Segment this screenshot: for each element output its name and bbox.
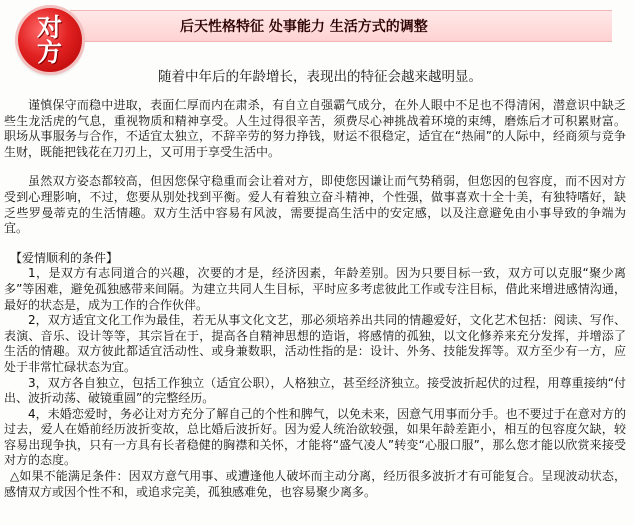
section-heading: 【爱情顺利的条件】 xyxy=(10,250,119,265)
paragraph-1: 谨慎保守而稳中进取，表面仁厚而内在肃杀，有自立自强霸气成分，在外人眼中不足也不得清闲，潜意识中缺乏些生龙活虎的气息，重视物质和精神享受。人生过得很辛苦，须费尽心神挑战着环境的束缚，磨炼后才可积累财富。职场从事服务与合作，不适宜太独立，不辞辛劳的努力挣钱，财运不很稳定，适宜在“热闹”的人际中，经商须与竞争生财，既能把钱花在刀刃上，又可用于享受生活中。 xyxy=(4,98,626,159)
subtitle: 随着中年后的年龄增长，表现出的特征会越来越明显。 xyxy=(158,69,482,85)
badge-char-1: 对 xyxy=(36,13,63,42)
condition-4: 4，未婚恋爱时，务必让对方充分了解自己的个性和脾气，以免未来，因意气用事而分手。也不要过于在意对方的过去，爱人在婚前经历波折变故，总比婚后波折好。因为爱人统治欲较强，如果年龄差距小，相互的包容度欠缺，较容易出现争执，只有一方具有长者稳健的胸襟和关怀，才能将“盛气凌人”转变“心服口服”，那么您才能以欣赏来接受对方的态度。 xyxy=(4,406,626,468)
paragraph-2: 虽然双方姿态都较高，但因您保守稳重而会让着对方，即使您因谦让而气势稍弱，但您因的包容度，而不因对方受到心理影响，不过，您要从别处找到平衡。爱人有着独立奋斗精神，个性强，做事喜欢十全十美，有独特嗜好，缺乏些罗曼蒂克的生活情趣。双方生活中容易有风波，需要提高生活中的安定感，以及注意避免由小事导致的争端为宜。 xyxy=(4,174,626,236)
badge-char-2: 方 xyxy=(36,38,63,67)
condition-1: 1，是双方有志同道合的兴趣，次要的才是，经济因素，年龄差别。因为只要目标一致，双方可以克服“聚少离多”等困难，避免孤独感带来间隔。为建立共同人生目标，平时应多考虑彼此工作或专注目标，借此来增进感情沟通，最好的状态是，成为工作的合作伙伴。 xyxy=(4,266,626,312)
badge-logo xyxy=(18,8,82,72)
condition-5: △如果不能满足条件：因双方意气用事、或遭逢他人破坏而主动分离，经历很多波折才有可能复合。呈现波动状态，感情双方或因个性不和，或追求完美，孤独感难免，也容易聚少离多。 xyxy=(4,469,626,499)
header-title: 后天性格特征 处事能力 生活方式的调整 xyxy=(180,19,428,35)
condition-3: 3，双方各自独立，包括工作独立（适宜公职），人格独立，甚至经济独立。接受波折起伏的过程，用尊重接纳“付出、波折动荡、破镜重圆”的完整经历。 xyxy=(4,375,626,406)
condition-2: 2，双方适宜文化工作为最佳，若无从事文化文艺，那必须培养出共同的情趣爱好，文化艺术包括：阅读、写作、表演、音乐、设计等等，其宗旨在于，提高各自精神思想的造诣，将感情的孤独，以文化修养来充分发挥，并增添了生活的情趣。双方彼此都适宜活动性、或身兼数职，活动性指的是：设计、外务、技能发挥等。双方至少有一方，应处于非常忙碌状态为宜。 xyxy=(4,313,626,374)
article-body xyxy=(4,98,626,500)
